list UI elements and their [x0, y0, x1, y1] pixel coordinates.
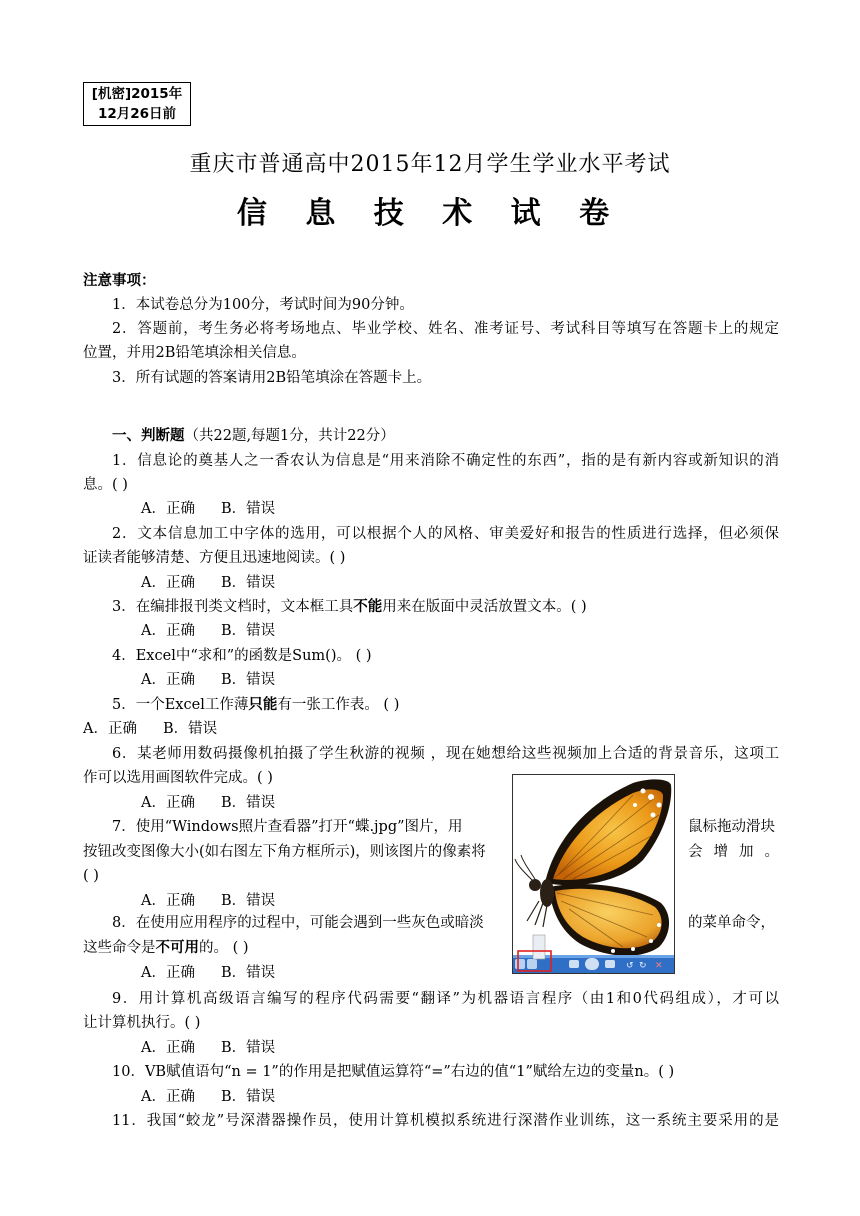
question-2-options [141, 572, 275, 594]
question-7-line-2-left: 按钮改变图像大小(如右图左下角方框所示)，则该图片的像素将 [83, 844, 486, 860]
option-b: B．错误 [220, 1089, 276, 1105]
question-1-line-2: 息。( ) [83, 477, 128, 493]
question-1-options [141, 498, 275, 520]
question-3 [112, 596, 587, 618]
option-a: A．正确 [141, 1040, 195, 1056]
option-b: B．错误 [220, 893, 276, 909]
svg-text:↺: ↺ [626, 961, 634, 971]
question-2-line-1: 2．文本信息加工中字体的选用，可以根据个人的风格、审美爱好和报告的性质进行选择，但必须保 [112, 526, 779, 542]
question-6-line-2: 作可以选用画图软件完成。( ) [83, 770, 273, 786]
question-3-text-post: 用来在版面中灵活放置文本。( ) [382, 599, 587, 615]
section-1-heading-bold: 一、判断题 [112, 428, 185, 444]
option-b: B．错误 [220, 623, 276, 639]
question-8-line-2 [83, 937, 249, 959]
svg-text:✕: ✕ [655, 961, 663, 971]
svg-text:↻: ↻ [639, 961, 647, 971]
option-a: A．正确 [83, 721, 137, 737]
question-11-line-1: 11．我国“蛟龙”号深潜器操作员，使用计算机模拟系统进行深潜作业训练，这一系统主要采用的是 [112, 1113, 779, 1129]
question-5-options [83, 718, 217, 740]
question-5-text-post: 有一张工作表。 ( ) [277, 697, 400, 713]
question-7-line-1-right: 鼠标拖动滑块 [688, 819, 775, 835]
question-8-text-pre: 这些命令是 [83, 940, 156, 956]
question-8-text-post: 的。 ( ) [199, 940, 249, 956]
confidential-line-1: [机密]2015年 [91, 86, 183, 102]
option-b: B．错误 [220, 672, 276, 688]
question-7-options [141, 890, 275, 912]
question-6-options [141, 792, 275, 814]
question-8-line-1-right: 的菜单命令， [688, 915, 775, 931]
section-1-heading [112, 425, 395, 447]
option-a: A．正确 [141, 1089, 195, 1105]
question-4: 4．Excel中“求和”的函数是Sum()。 ( ) [112, 648, 372, 664]
option-b: B．错误 [220, 575, 276, 591]
option-a: A．正确 [141, 795, 195, 811]
confidential-box [83, 82, 191, 126]
note-2-line-1: 2．答题前，考生务必将考场地点、毕业学校、姓名、准考证号、考试科目等填写在答题卡上的规定 [112, 321, 779, 337]
option-a: A．正确 [141, 965, 195, 981]
note-2-line-2: 位置，并用2B铅笔填涂相关信息。 [83, 345, 306, 361]
question-1-line-1: 1．信息论的奠基人之一香农认为信息是“用来消除不确定性的东西”，指的是有新内容或新知识的消 [112, 453, 779, 469]
option-a: A．正确 [141, 672, 195, 688]
option-a: A．正确 [141, 623, 195, 639]
note-1: 1．本试卷总分为100分，考试时间为90分钟。 [112, 297, 414, 313]
butterfly-photo-viewer-image [512, 774, 675, 974]
question-9-options [141, 1037, 275, 1059]
question-5-emphasis: 只能 [248, 697, 278, 713]
question-10: 10．VB赋值语句“n = 1”的作用是把赋值运算符“=”右边的值“1”赋给左边的变量n。( ) [112, 1064, 675, 1080]
question-8-options [141, 962, 275, 984]
exam-title: 重庆市普通高中2015年12月学生学业水平考试 [189, 152, 671, 177]
question-3-options [141, 620, 275, 642]
option-b: B．错误 [220, 1040, 276, 1056]
option-b: B．错误 [162, 721, 218, 737]
section-1-heading-rest: （共22题,每题1分，共计22分） [184, 428, 395, 444]
exam-subtitle: 信 息 技 术 试 卷 [236, 196, 624, 231]
question-8-line-1-left: 8．在使用应用程序的过程中，可能会遇到一些灰色或暗淡 [112, 915, 484, 931]
question-9-line-2: 让计算机执行。( ) [83, 1015, 201, 1031]
question-7-line-2-right: 会 增 加 。 [688, 844, 779, 860]
question-7-line-1-left: 7．使用“Windows照片查看器”打开“蝶.jpg”图片，用 [112, 819, 463, 835]
option-a: A．正确 [141, 501, 195, 517]
question-9-line-1: 9．用计算机高级语言编写的程序代码需要“翻译”为机器语言程序（由1和0代码组成），才可以 [112, 991, 779, 1007]
question-5 [112, 694, 399, 716]
option-a: A．正确 [141, 575, 195, 591]
question-3-emphasis: 不能 [353, 599, 383, 615]
question-3-text-pre: 3．在编排报刊类文档时，文本框工具 [112, 599, 354, 615]
option-b: B．错误 [220, 501, 276, 517]
question-7-line-3: ( ) [83, 868, 99, 884]
option-b: B．错误 [220, 795, 276, 811]
question-4-options [141, 669, 275, 691]
question-8-emphasis: 不可用 [155, 940, 199, 956]
question-10-options [141, 1086, 275, 1108]
option-b: B．错误 [220, 965, 276, 981]
note-3: 3．所有试题的答案请用2B铅笔填涂在答题卡上。 [112, 370, 432, 386]
question-2-line-2: 证读者能够清楚、方便且迅速地阅读。( ) [83, 550, 346, 566]
question-5-text-pre: 5．一个Excel工作薄 [112, 697, 249, 713]
confidential-line-2: 12月26日前 [97, 106, 177, 122]
option-a: A．正确 [141, 893, 195, 909]
question-6-line-1: 6．某老师用数码摄像机拍摄了学生秋游的视频 ，现在她想给这些视频加上合适的背景音乐，这项工 [112, 746, 779, 762]
notes-heading: 注意事项： [83, 273, 156, 289]
butterfly-image [513, 775, 674, 973]
